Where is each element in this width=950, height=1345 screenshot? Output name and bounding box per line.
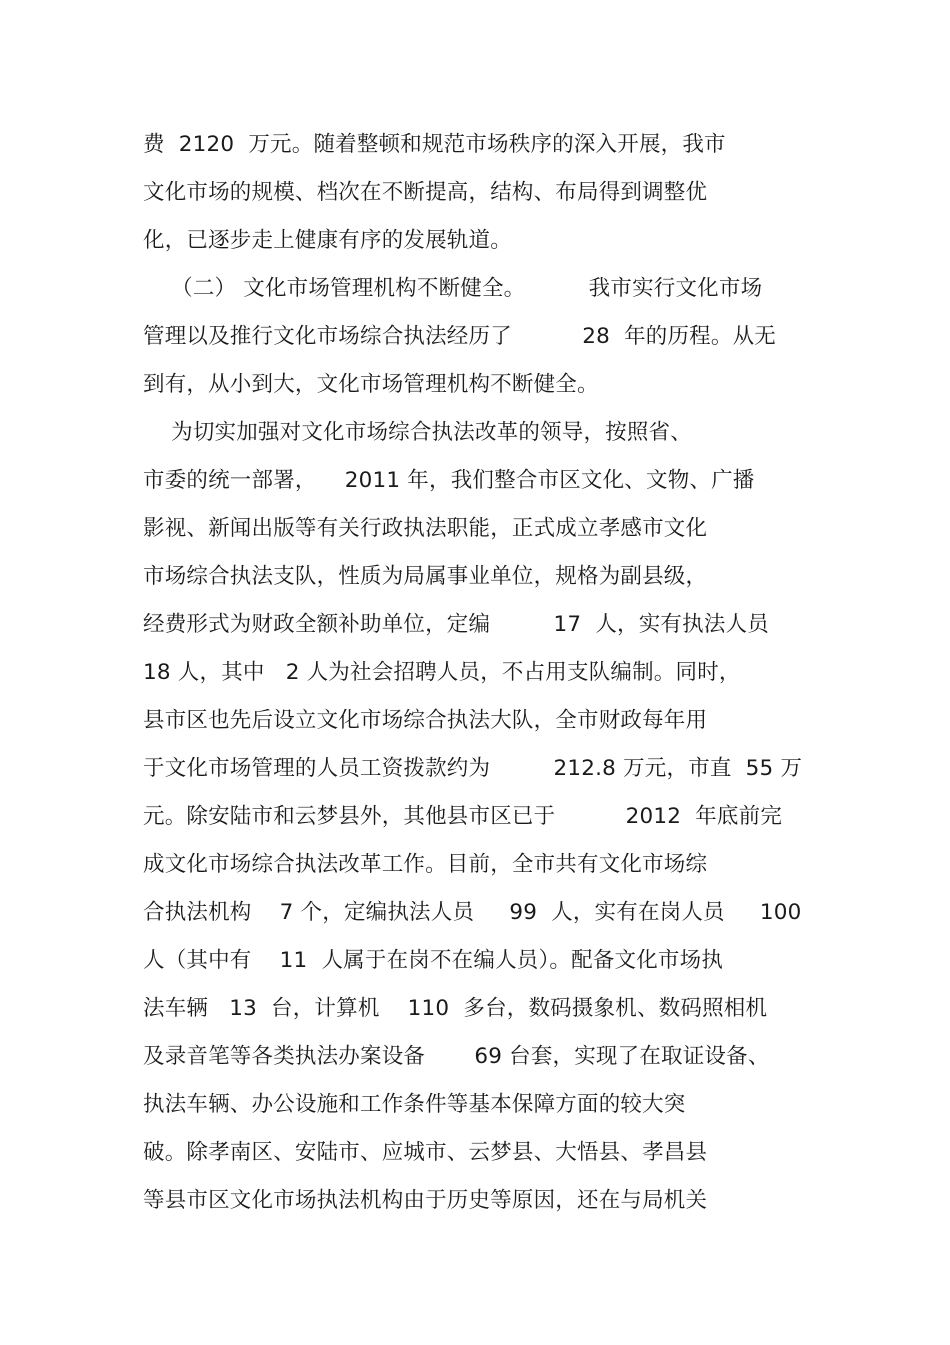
text-line: 费 2120 万元。随着整顿和规范市场秩序的深入开展，我市 <box>143 132 726 157</box>
text-line: 管理以及推行文化市场综合执法经历了 28 年的历程。从无 <box>143 324 776 349</box>
text-line: 合执法机构 7 个，定编执法人员 99 人，实有在岗人员 100 <box>143 900 802 925</box>
text-line: 影视、新闻出版等有关行政执法职能，正式成立孝感市文化 <box>143 516 708 541</box>
text-line: 于文化市场管理的人员工资拨款约为 212.8 万元，市直 55 万 <box>143 756 803 781</box>
text-line: 化，已逐步走上健康有序的发展轨道。 <box>143 228 512 253</box>
text-line: 经费形式为财政全额补助单位，定编 17 人，实有执法人员 <box>143 612 769 637</box>
text-line: 文化市场的规模、档次在不断提高，结构、布局得到调整优 <box>143 180 708 205</box>
text-line: 市委的统一部署， 2011 年，我们整合市区文化、文物、广播 <box>143 468 755 493</box>
text-line: 法车辆 13 台，计算机 110 多台，数码摄象机、数码照相机 <box>143 996 768 1021</box>
text-line: 人（其中有 11 人属于在岗不在编人员）。配备文化市场执 <box>143 948 724 973</box>
text-line: 县市区也先后设立文化市场综合执法大队，全市财政每年用 <box>143 708 708 733</box>
text-line: 元。除安陆市和云梦县外，其他县市区已于 2012 年底前完 <box>143 804 783 829</box>
text-line: 到有，从小到大，文化市场管理机构不断健全。 <box>143 372 599 397</box>
text-line: 成文化市场综合执法改革工作。目前，全市共有文化市场综 <box>143 852 708 877</box>
text-line: （二） 文化市场管理机构不断健全。 我市实行文化市场 <box>143 276 763 301</box>
text-line: 破。除孝南区、安陆市、应城市、云梦县、大悟县、孝昌县 <box>143 1140 708 1165</box>
text-line: 执法车辆、办公设施和工作条件等基本保障方面的较大突 <box>143 1092 686 1117</box>
text-line: 为切实加强对文化市场综合执法改革的领导，按照省、 <box>143 420 692 445</box>
text-line: 市场综合执法支队，性质为局属事业单位，规格为副县级， <box>143 564 708 589</box>
text-line: 及录音笔等各类执法办案设备 69 台套，实现了在取证设备、 <box>143 1044 770 1069</box>
text-line: 18 人，其中 2 人为社会招聘人员，不占用支队编制。同时， <box>143 660 741 685</box>
text-line: 等县市区文化市场执法机构由于历史等原因，还在与局机关 <box>143 1188 708 1213</box>
